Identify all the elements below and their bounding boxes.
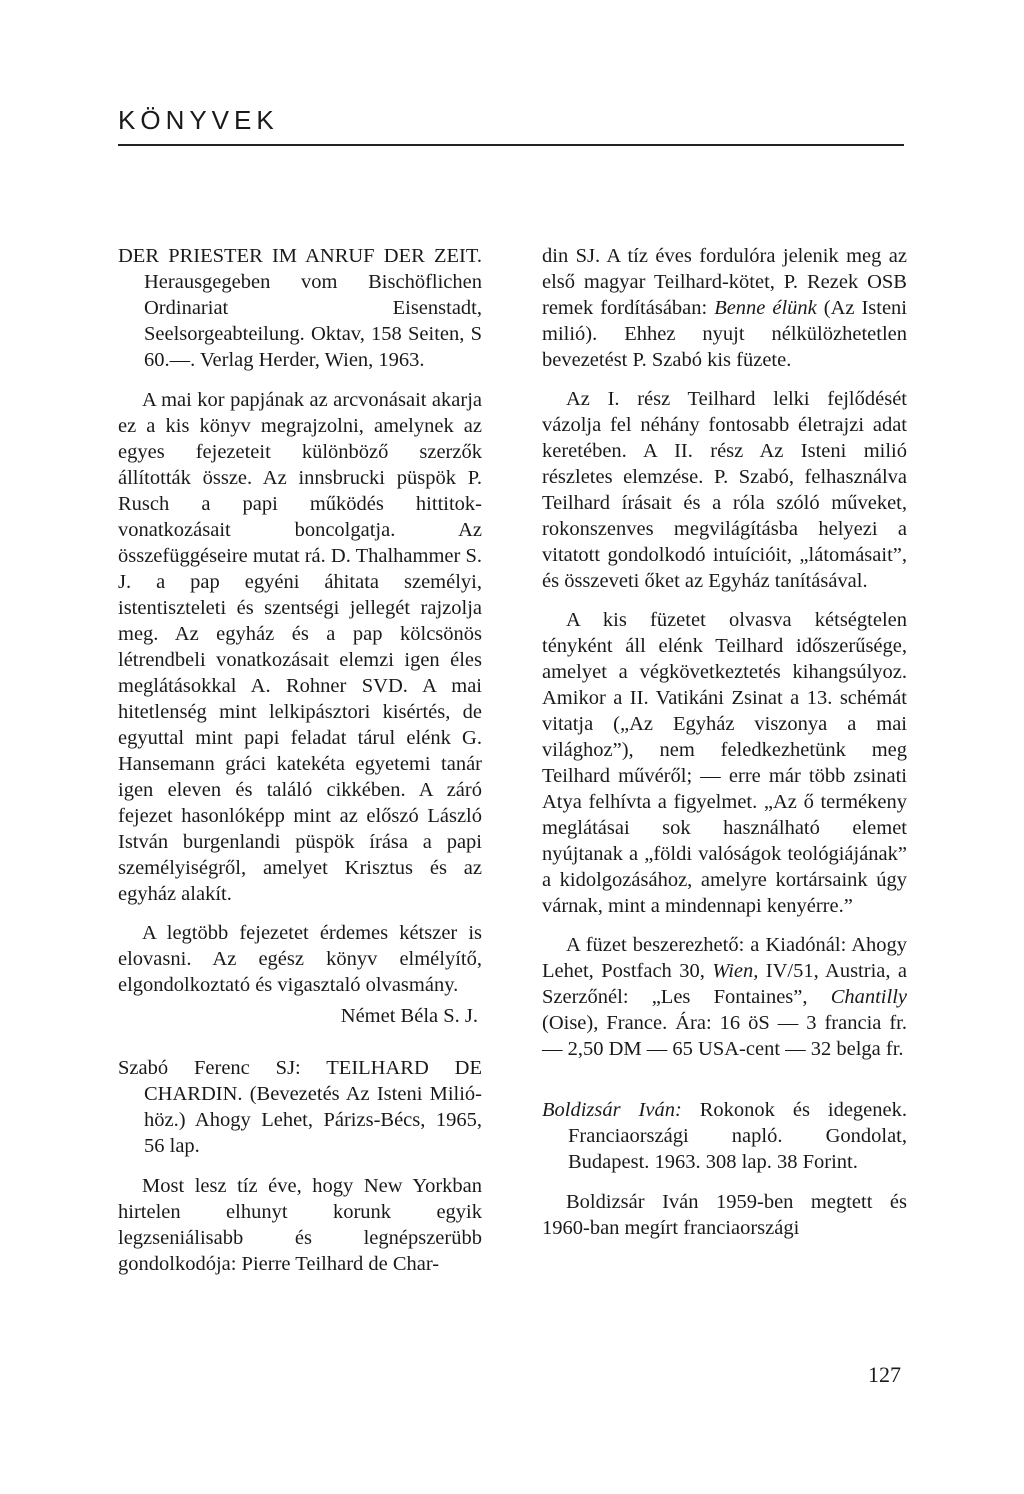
review-2-title: Szabó Ferenc SJ: TEILHARD DE CHARDIN. (Bevezetés Az Isteni Milió-höz.) Ahogy Lehet, Párizs-Bécs, 1965, 56 lap. (118, 1057, 482, 1157)
review-2-paragraph-1-continued (542, 243, 907, 373)
header-rule (118, 144, 904, 146)
review-3-author: Boldizsár Iván: (542, 1099, 682, 1121)
review-3-paragraph-1: Boldizsár Iván 1959-ben megtett és 1960-ban megírt franciaországi (542, 1191, 907, 1239)
book-title-italic: Benne élünk (714, 297, 817, 319)
review-1-signature: Német Béla S. J. (340, 1005, 478, 1027)
city-italic: Wien, (712, 960, 759, 982)
review-1-paragraph-1: A mai kor papjának az arcvonásait akarja ez a kis könyv megrajzolni, amelynek az egyes fejezeteit különböző szerzők állították össze. Az innsbrucki püspök P. Rusch a papi működés hittitok-vonatkozásait boncolgatja. Az összefüggéseire mutat rá. D. Thalhammer S. J. a pap egyéni áhitata személyi, istentiszteleti és szentségi jellegét rajzolja meg. Az egyház és a pap kölcsönös létrendbeli vonatkozásait elemzi igen éles meglátásokkal A. Rohner SVD. A mai hitetlenség mint lelkipásztori kisértés, de egyuttal mint papi feladat tárul elénk G. Hansemann gráci katekéta egyetemi tanár igen eleven és találó cikkében. A záró fejezet hasonlóképp mint az előszó László István burgenlandi püspök írása a papi személyiségről, amelyet Krisztus és az egyház alakít. (118, 389, 482, 905)
review-2-p4-text-b: IV/51, Austria, a Szerzőnél: „Les Fontaines”, (542, 960, 907, 1008)
review-2-paragraph-1: Most lesz tíz éve, hogy New Yorkban hirtelen elhunyt korunk egyik legzseniálisabb és legnépszerübb gondolkodója: Pierre Teilhard de Char- (118, 1175, 482, 1275)
right-column (542, 243, 907, 1254)
review-2-p4-text-c: (Oise), France. Ára: 16 öS — 3 francia fr. — 2,50 DM — 65 USA-cent — 32 belga fr. (542, 1012, 907, 1060)
section-title: KÖNYVEK (118, 105, 279, 135)
review-2-p4-text-a: A füzet beszerezhető: a Kiadónál: Ahogy Lehet, Postfach 30, (542, 934, 907, 982)
review-3-title (542, 1097, 907, 1175)
review-2-cont-text-b: (Az Isteni milió). Ehhez nyujt nélkülözhetetlen bevezetést P. Szabó kis füzete. (542, 297, 907, 371)
review-2-paragraph-2: Az I. rész Teilhard lelki fejlődését vázolja fel néhány fontosabb életrajzi adat keretében. A II. rész Az Isteni milió részletes elemzése. P. Szabó, felhasználva Teilhard írásait és a róla szóló műveket, rokonszenves megvilágításba helyezi a vitatott gondolkodó intuícióit, „látomásait”, és összeveti őket az Egyház tanításával. (542, 388, 907, 592)
left-column (118, 243, 482, 1290)
section-header (118, 100, 904, 146)
review-3-title-rest: Rokonok és idegenek. Franciaországi napló. Gondolat, Budapest. 1963. 308 lap. 38 Forint. (568, 1099, 907, 1173)
review-2-cont-text-a: din SJ. A tíz éves fordulóra jelenik meg az első magyar Teilhard-kötet, P. Rezek OSB remek fordításában: (542, 245, 907, 319)
page-number: 127 (868, 1362, 901, 1387)
town-italic: Chantilly (830, 986, 907, 1008)
review-2-paragraph-4 (542, 932, 907, 1062)
review-1-paragraph-2: A legtöbb fejezetet érdemes kétszer is elovasni. Az egész könyv elmélyítő, elgondolkoztató és vigasztaló olvasmány. (118, 922, 482, 996)
spacer (542, 1075, 907, 1097)
review-2-paragraph-3: A kis füzetet olvasva kétségtelen tényként áll elénk Teilhard időszerűsége, amelyet a végkövetkeztetés kihangsúlyoz. Amikor a II. Vatikáni Zsinat a 13. schémát vitatja („Az Egyház viszonya a mai világhoz”), nem feledkezhetünk meg Teilhard művéről; — erre már több zsinati Atya felhívta a figyelmet. „Az ő termékeny meglátásai sok használható elemet nyújtanak a „földi valóságok teológiájának” a kidolgozásához, amelyre kortársaink úgy várnak, mint a mindennapi kenyérre.” (542, 609, 907, 917)
review-1-title: DER PRIESTER IM ANRUF DER ZEIT. Herausgegeben vom Bischöflichen Ordinariat Eisenstadt, Seelsorgeabteilung. Oktav, 158 Seiten, S 60.—. Verlag Herder, Wien, 1963. (118, 245, 482, 371)
